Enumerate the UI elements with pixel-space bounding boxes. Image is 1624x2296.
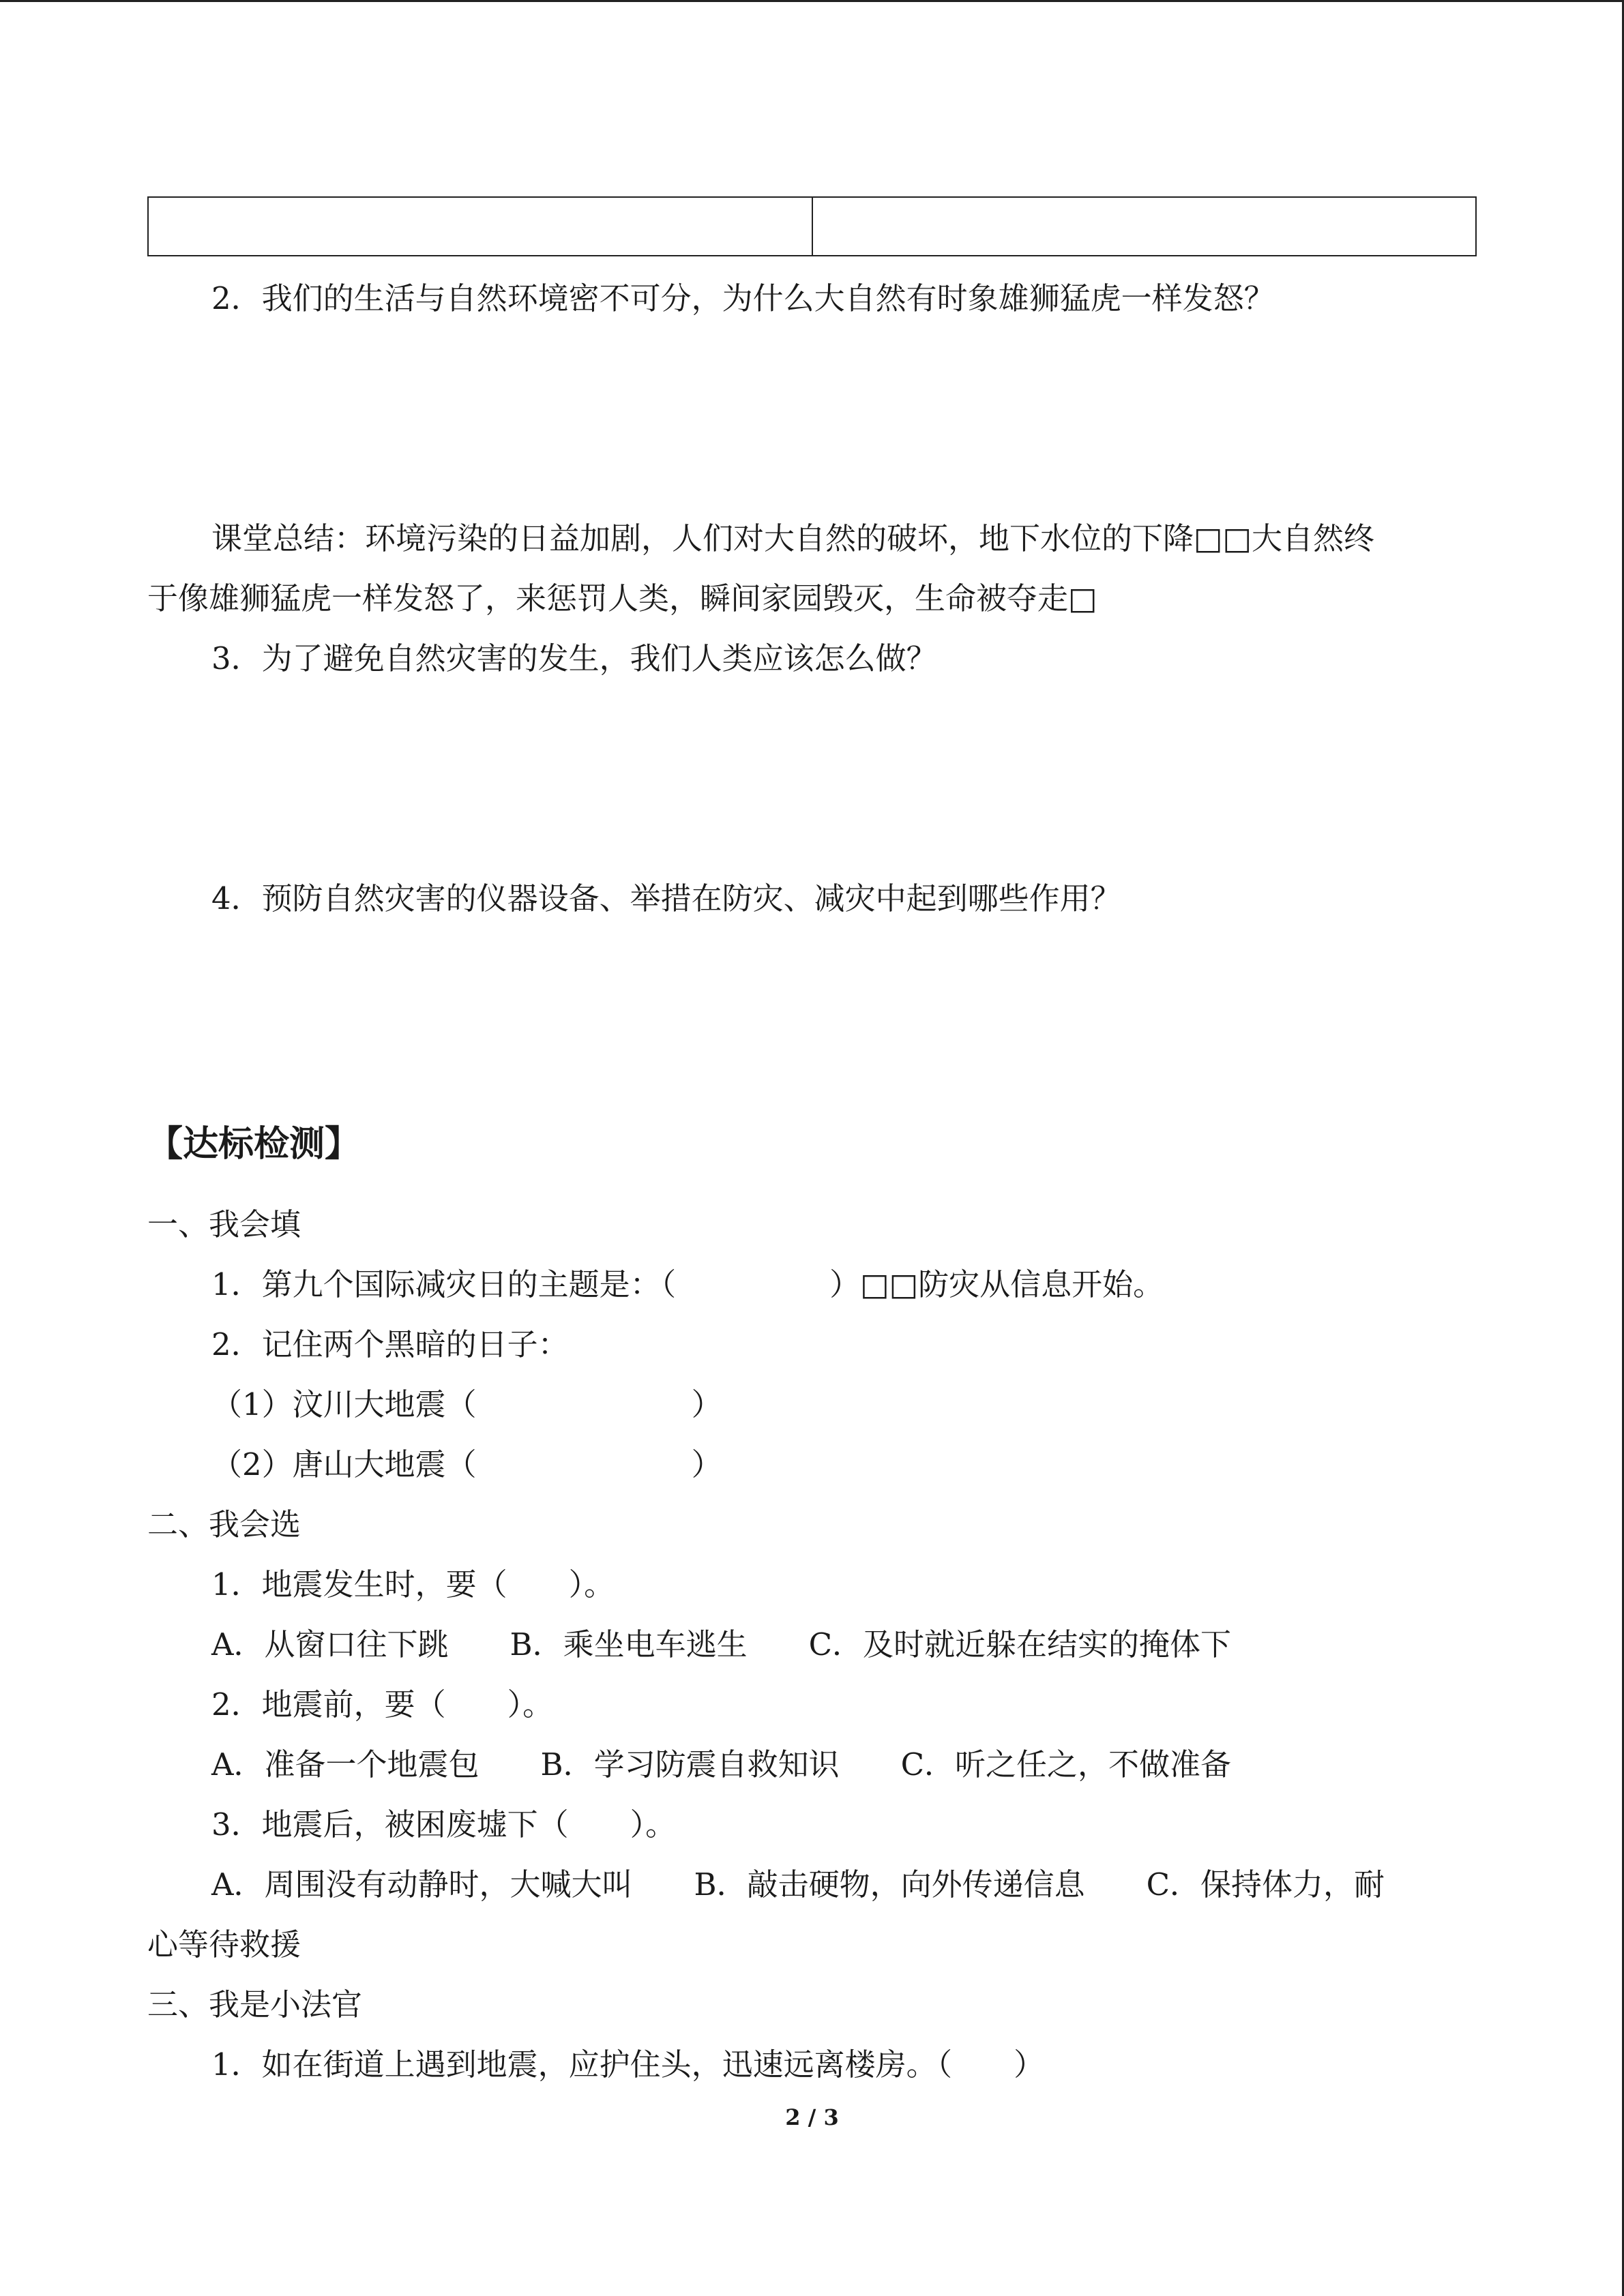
part-2-question-2: 2．地震前，要（ ）。	[211, 1686, 554, 1723]
answer-table	[147, 196, 1477, 256]
part-2-question-3-options-line-1: A．周围没有动静时，大喊大叫 B．敲击硬物，向外传递信息 C．保持体力，耐	[211, 1866, 1385, 1903]
page-number: 2 / 3	[785, 2104, 839, 2130]
part-1-question-2: 2．记住两个黑暗的日子：	[211, 1326, 569, 1362]
part-2-title: 二、我会选	[147, 1506, 301, 1542]
page-top-border	[0, 0, 1624, 2]
question-2: 2．我们的生活与自然环境密不可分，为什么大自然有时象雄狮猛虎一样发怒？	[211, 280, 1275, 316]
part-2-question-2-options: A．准备一个地震包 B．学习防震自救知识 C．听之任之，不做准备	[211, 1746, 1231, 1783]
question-4: 4．预防自然灾害的仪器设备、举措在防灾、减灾中起到哪些作用？	[211, 880, 1121, 916]
summary-line-1: 课堂总结：环境污染的日益加剧，人们对大自然的破坏，地下水位的下降□□大自然终	[211, 520, 1375, 556]
summary-line-2: 于像雄狮猛虎一样发怒了，来惩罚人类，瞬间家园毁灭，生命被夺走□	[147, 580, 1097, 616]
part-2-question-3: 3．地震后，被困废墟下（ ）。	[211, 1806, 677, 1843]
part-2-question-3-options-line-2: 心等待救援	[147, 1926, 301, 1963]
part-1-question-1: 1．第九个国际减灾日的主题是：（ ）□□防灾从信息开始。	[211, 1266, 1164, 1302]
part-2-question-1: 1．地震发生时，要（ ）。	[211, 1566, 615, 1602]
part-1-question-2b: （2）唐山大地震（ ）	[211, 1446, 722, 1482]
part-1-question-2a: （1）汶川大地震（ ）	[211, 1386, 722, 1422]
question-3: 3．为了避免自然灾害的发生，我们人类应该怎么做？	[211, 640, 937, 676]
test-section-heading: 【达标检测】	[147, 1124, 361, 1165]
part-3-question-1: 1．如在街道上遇到地震，应护住头，迅速远离楼房。（ ）	[211, 2046, 1045, 2083]
part-3-title: 三、我是小法官	[147, 1986, 363, 2023]
part-1-title: 一、我会填	[147, 1206, 301, 1242]
table-cell-right	[812, 198, 1476, 255]
table-cell-left	[149, 198, 812, 255]
part-2-question-1-options: A．从窗口往下跳 B．乘坐电车逃生 C．及时就近躲在结实的掩体下	[211, 1626, 1231, 1663]
